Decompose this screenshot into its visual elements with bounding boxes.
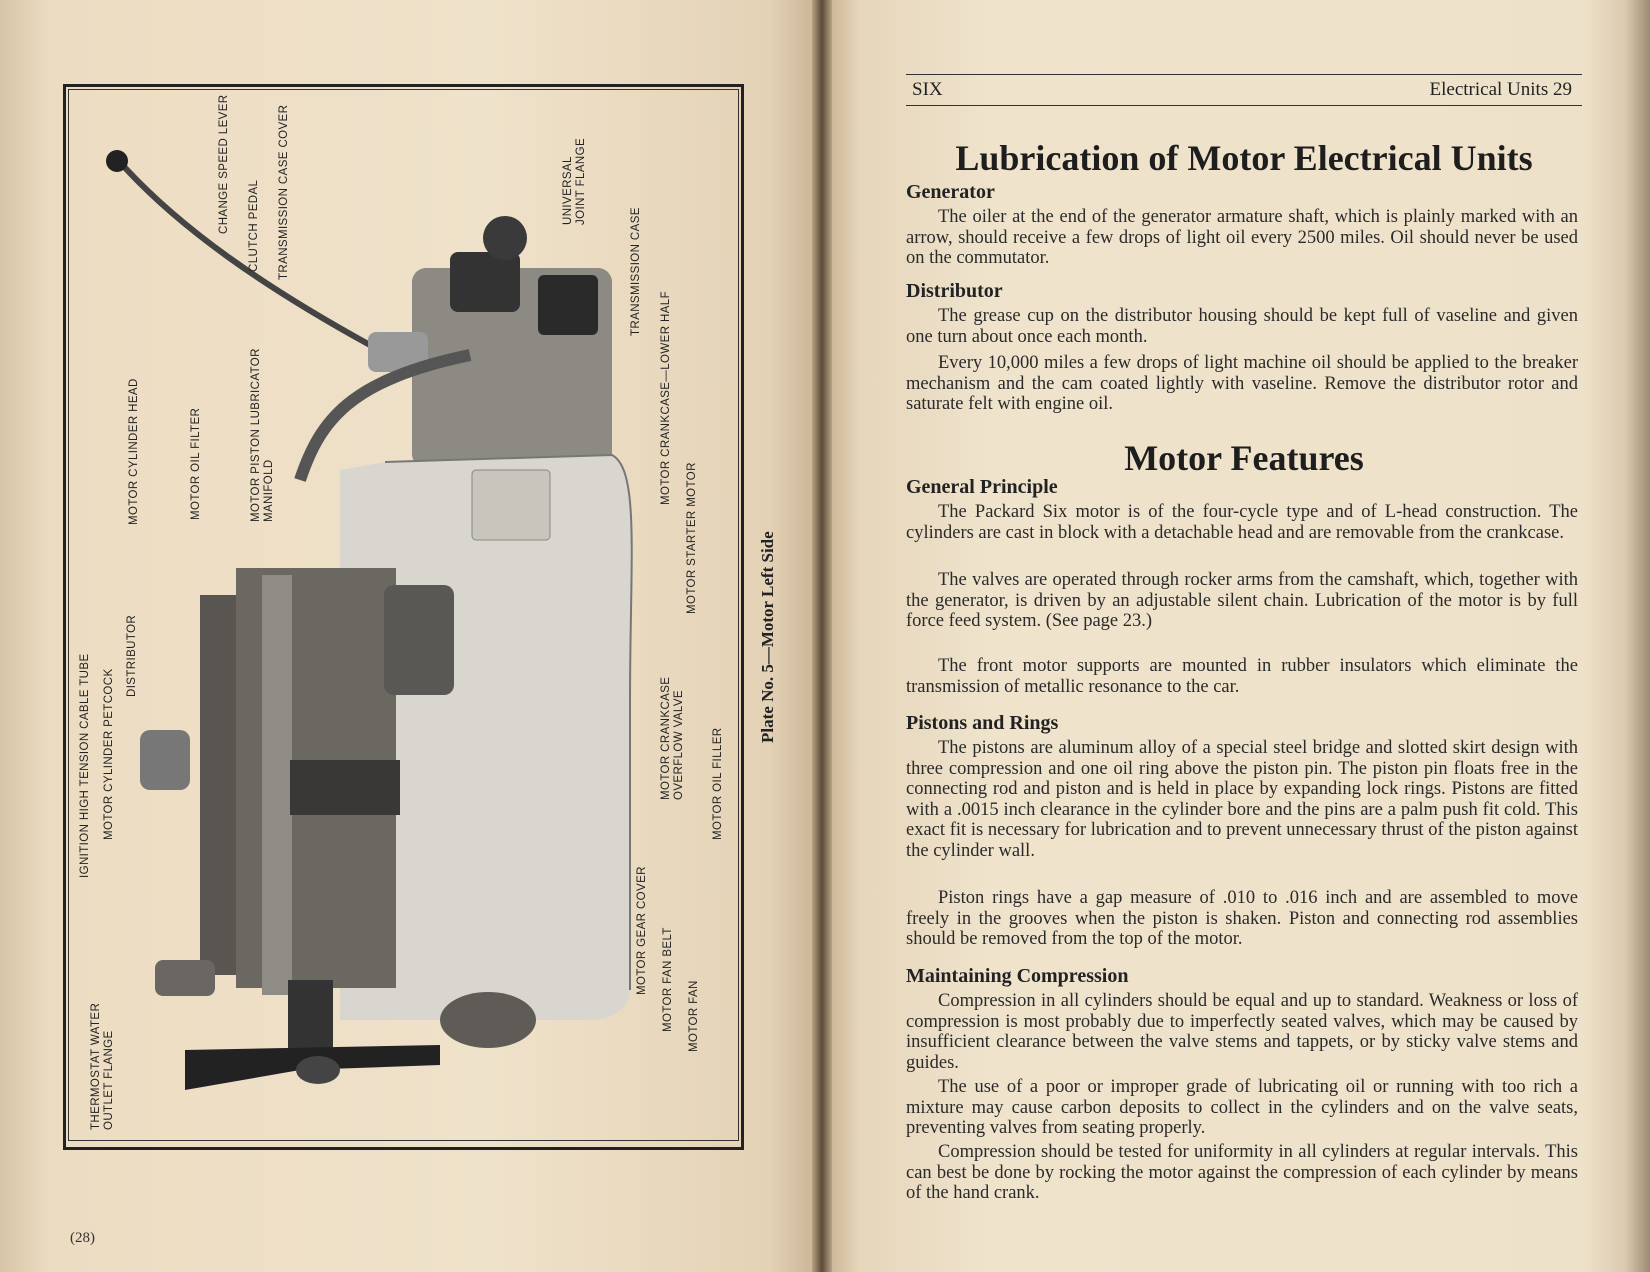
running-header [906, 74, 1582, 106]
label-thermostat-flange: THERMOSTAT WATER OUTLET FLANGE [90, 1002, 115, 1130]
label-universal-flange: UNIVERSAL JOINT FLANGE [562, 137, 587, 225]
label-gear-cover: MOTOR GEAR COVER [636, 866, 648, 995]
plate-caption: Plate No. 5—Motor Left Side [758, 531, 777, 743]
section-title-motor-features: Motor Features [1124, 438, 1364, 478]
para-general-2: The valves are operated through rocker arms from the camshaft, which, together with the generator, is driven by an adjustable silent chain. Lubrication of the motor is by full force feed system. (See page 23.) [906, 570, 1578, 631]
label-change-speed-lever: CHANGE SPEED LEVER [218, 94, 230, 234]
para-distributor-2: Every 10,000 miles a few drops of light machine oil should be applied to the breaker mechanism and the cam coated lightly with vaseline. Remove the distributor rotor and saturate felt with engine oil. [906, 353, 1578, 414]
label-clutch-pedal: CLUTCH PEDAL [248, 179, 260, 272]
label-oil-filter: MOTOR OIL FILTER [190, 407, 202, 520]
label-distributor: DISTRIBUTOR [126, 614, 138, 697]
label-piston-lubricator: MOTOR PISTON LUBRICATOR MANIFOLD [250, 348, 275, 522]
label-overflow-valve: MOTOR CRANKCASE OVERFLOW VALVE [660, 676, 685, 800]
label-cylinder-head: MOTOR CYLINDER HEAD [128, 378, 140, 525]
para-general-1: The Packard Six motor is of the four-cycle type and of L-head construction. The cylinders are cast in block with a detachable head and are removable from the crankcase. [906, 502, 1578, 543]
para-general-3: The front motor supports are mounted in rubber insulators which eliminate the transmission of metallic resonance to the car. [906, 656, 1578, 697]
subhead-distributor: Distributor [906, 280, 1003, 302]
label-fan: MOTOR FAN [688, 980, 700, 1052]
para-pistons-1: The pistons are aluminum alloy of a special steel bridge and slotted skirt design with three compression and one oil ring above the piston pin. The piston pin floats free in the connecting rod and piston and is held in place by expanding lock rings. Pistons are fitted with a .0015 inch clearance in the cylinder bore and the pins are a palm push fit cold. This exact fit is necessary for lubrication and to prevent unnecessary thrust of the piston against the cylinder wall. [906, 738, 1578, 861]
label-fan-belt: MOTOR FAN BELT [662, 927, 674, 1032]
para-distributor-1: The grease cup on the distributor housing should be kept full of vaseline and given one turn about once each month. [906, 306, 1578, 347]
para-compression-2: The use of a poor or improper grade of lubricating oil or running with too rich a mixture may cause carbon deposits to collect in the cylinders and on the valve seats, preventing valves from seating properly. [906, 1077, 1578, 1138]
label-cylinder-petcock: MOTOR CYLINDER PETCOCK [103, 668, 115, 840]
page-number-left: (28) [70, 1230, 95, 1246]
para-compression-3: Compression should be tested for uniformity in all cylinders at regular intervals. This can best be done by rocking the motor against the compression of each cylinder by means of the hand crank. [906, 1142, 1578, 1203]
subhead-general-principle: General Principle [906, 476, 1058, 498]
label-crankcase-lower: MOTOR CRANKCASE—LOWER HALF [660, 290, 672, 505]
para-compression-1: Compression in all cylinders should be equal and up to standard. Weakness or loss of compression is most probably due to imperfectly seated valves, which may be caused by insufficient clearance between the valve stems and tappets, or by sticky valve stems and guides. [906, 991, 1578, 1073]
label-transmission-case: TRANSMISSION CASE [630, 207, 642, 336]
label-ignition-cable-tube: IGNITION HIGH TENSION CABLE TUBE [79, 653, 91, 878]
label-oil-filler: MOTOR OIL FILLER [712, 727, 724, 840]
subhead-pistons-rings: Pistons and Rings [906, 712, 1059, 734]
subhead-maintaining-compression: Maintaining Compression [906, 965, 1129, 987]
header-right: Electrical Units 29 [1429, 79, 1572, 100]
label-transmission-cover: TRANSMISSION CASE COVER [278, 104, 290, 280]
para-generator: The oiler at the end of the generator armature shaft, which is plainly marked with an arrow, should receive a few drops of light oil every 2500 miles. Oil should never be used on the commutator. [906, 207, 1578, 268]
subhead-generator: Generator [906, 181, 995, 203]
para-pistons-2: Piston rings have a gap measure of .010 to .016 inch and are assembled to move freely in the grooves when the piston is shaken. Piston and connecting rod assemblies should be removed from the top of the motor. [906, 888, 1578, 949]
header-left: SIX [912, 79, 943, 100]
label-starter-motor: MOTOR STARTER MOTOR [686, 462, 698, 614]
engine-illustration [0, 0, 820, 1272]
section-title-lubrication: Lubrication of Motor Electrical Units [955, 138, 1533, 178]
